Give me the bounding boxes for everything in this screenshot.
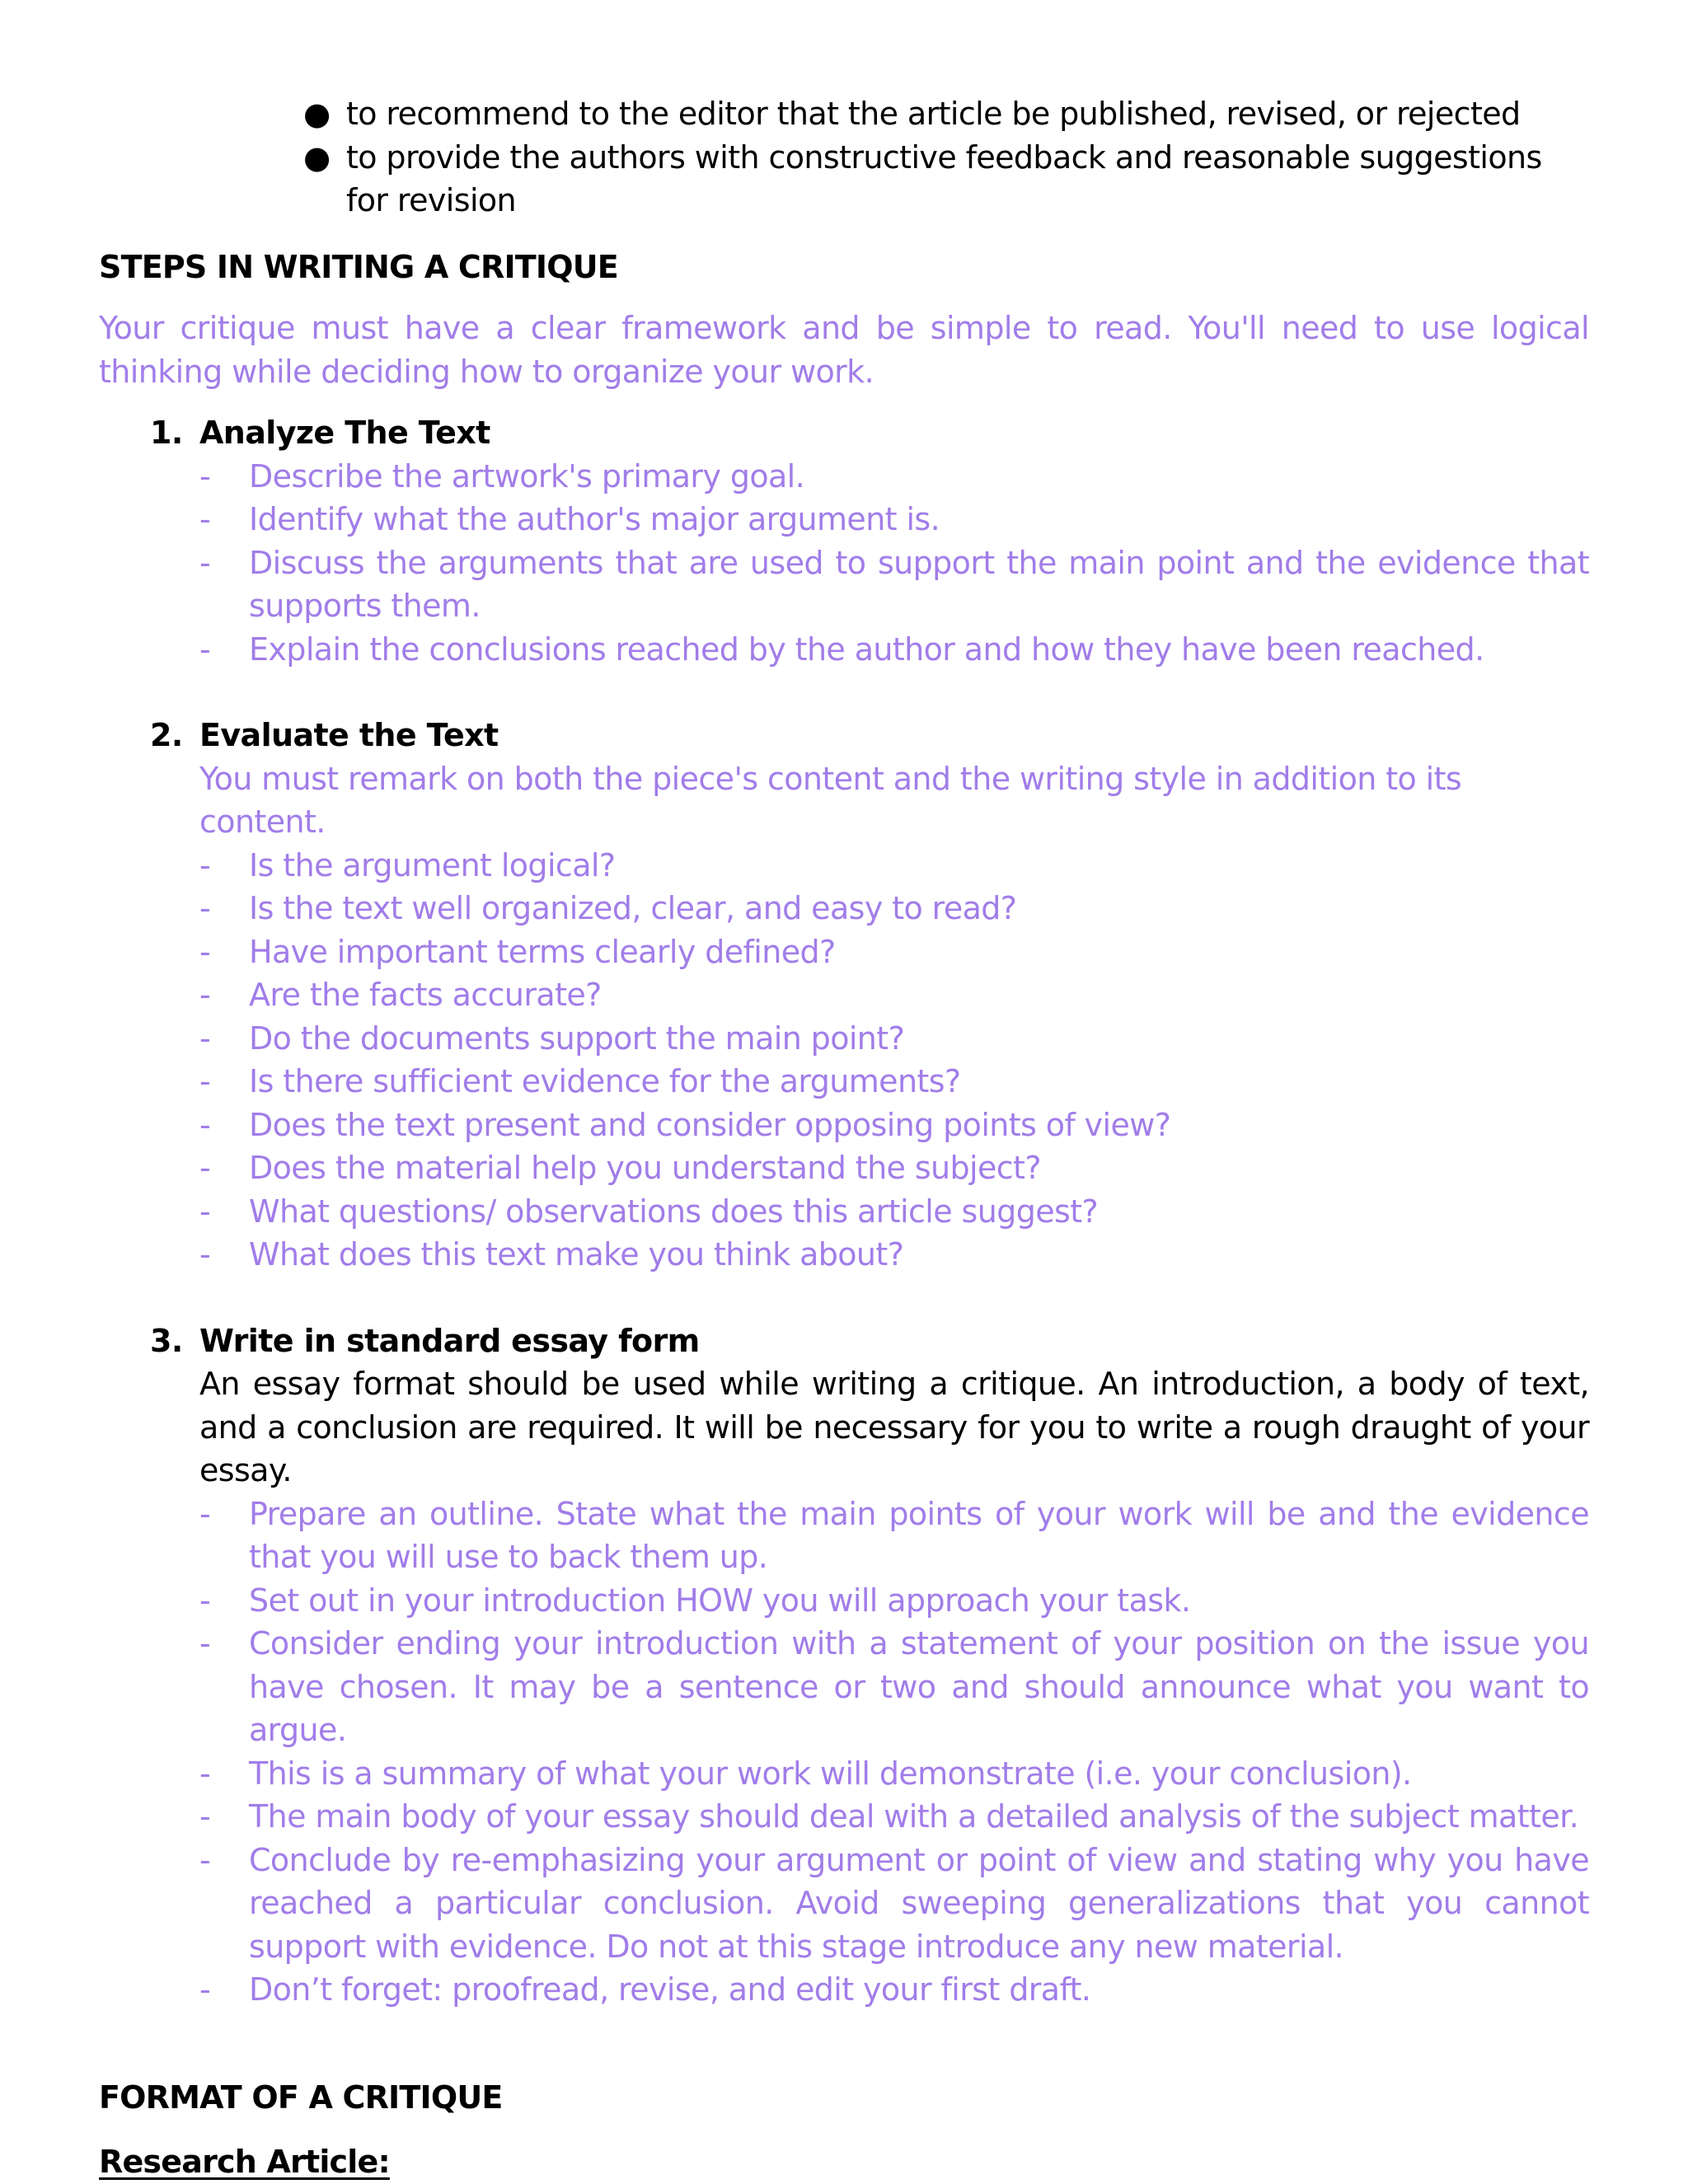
- list-item-text: Does the material help you understand the subject?: [249, 1150, 1041, 1186]
- list-item-text: What does this text make you think about?: [249, 1236, 904, 1272]
- dash-icon: -: [199, 1755, 211, 1792]
- list-item: [303, 92, 1589, 136]
- list-item: [303, 136, 1589, 223]
- step-item-list: [150, 455, 1589, 672]
- list-item-text: Prepare an outline. State what the main points of your work will be and the evidence that you will use to back them up.: [249, 1495, 1589, 1575]
- step-number: 1.: [150, 415, 183, 451]
- list-item: [199, 1579, 1589, 1623]
- dash-icon: -: [199, 457, 211, 494]
- list-item: [199, 455, 1589, 499]
- purpose-bullet-list: [303, 92, 1589, 223]
- list-item: [199, 1060, 1589, 1104]
- step-analyze: [150, 411, 1589, 671]
- list-item: [199, 1493, 1589, 1579]
- list-item: [199, 1795, 1589, 1839]
- list-item: [199, 887, 1589, 930]
- list-item: [199, 1017, 1589, 1061]
- list-item-text: Does the text present and consider opposing points of view?: [249, 1106, 1171, 1143]
- step-description: You must remark on both the piece's content and the writing style in addition to its content.: [199, 760, 1462, 840]
- step-item-list: [150, 844, 1589, 1277]
- bullet-text: to recommend to the editor that the article be published, revised, or rejected: [346, 96, 1521, 132]
- dash-icon: -: [199, 1625, 211, 1661]
- list-item: [199, 1622, 1589, 1752]
- list-item-text: Explain the conclusions reached by the author and how they have been reached.: [249, 630, 1484, 668]
- list-item-text: Don’t forget: proofread, revise, and edit your first draft.: [249, 1971, 1091, 2008]
- list-item: [199, 628, 1589, 672]
- dash-icon: -: [199, 846, 211, 883]
- list-item: [199, 1233, 1589, 1277]
- bullet-icon: ●: [303, 138, 331, 176]
- list-item-text: Is the text well organized, clear, and easy to read?: [249, 890, 1017, 926]
- list-item: [199, 930, 1589, 974]
- step-title: Evaluate the Text: [199, 717, 499, 753]
- dash-icon: -: [199, 1841, 211, 1878]
- list-item-text: Set out in your introduction HOW you will approach your task.: [249, 1582, 1191, 1619]
- step-title: Write in standard essay form: [199, 1322, 700, 1359]
- list-item-text: Consider ending your introduction with a statement of your position on the issue you have chosen. It may be a sentence or two and should announce what you want to argue.: [249, 1625, 1589, 1748]
- list-item-text: Conclude by re-emphasizing your argument or point of view and stating why you have reached a particular conclusion. Avoid sweeping generalizations that you cannot support with evidence. Do not at this stage introduce any new material.: [249, 1841, 1589, 1965]
- dash-icon: -: [199, 501, 211, 537]
- dash-icon: -: [199, 1193, 211, 1230]
- list-item-text: Have important terms clearly defined?: [249, 933, 836, 970]
- list-item: [199, 1839, 1589, 1969]
- dash-icon: -: [199, 1971, 211, 2008]
- list-item: [199, 1968, 1589, 2012]
- steps-heading: STEPS IN WRITING A CRITIQUE: [99, 248, 618, 285]
- list-item-text: Is the argument logical?: [249, 846, 616, 883]
- list-item: [199, 1190, 1589, 1234]
- step-item-list: [150, 1493, 1589, 2012]
- list-item: [199, 498, 1589, 541]
- document-content: [99, 92, 1589, 2184]
- dash-icon: -: [199, 544, 211, 581]
- dash-icon: -: [199, 1582, 211, 1619]
- format-heading: FORMAT OF A CRITIQUE: [99, 2079, 503, 2116]
- research-article-heading: Research Article:: [99, 2144, 390, 2180]
- list-item: [199, 1752, 1589, 1796]
- dash-icon: -: [199, 630, 211, 668]
- step-write: [150, 1319, 1589, 2012]
- step-evaluate: [150, 714, 1589, 1277]
- list-item-text: Are the facts accurate?: [249, 977, 602, 1013]
- dash-icon: -: [199, 1150, 211, 1186]
- list-item-text: Describe the artwork's primary goal.: [249, 457, 805, 494]
- dash-icon: -: [199, 1106, 211, 1143]
- dash-icon: -: [199, 1236, 211, 1272]
- bullet-icon: ●: [303, 96, 331, 132]
- list-item: [199, 844, 1589, 888]
- steps-intro: Your critique must have a clear framework and be simple to read. You'll need to use logical thinking while deciding how to organize your work.: [99, 310, 1589, 390]
- list-item: [199, 973, 1589, 1017]
- dash-icon: -: [199, 1798, 211, 1835]
- step-title: Analyze The Text: [199, 415, 490, 451]
- step-number: 3.: [150, 1322, 183, 1359]
- dash-icon: -: [199, 977, 211, 1013]
- list-item-text: Do the documents support the main point?: [249, 1019, 905, 1057]
- dash-icon: -: [199, 1063, 211, 1099]
- dash-icon: -: [199, 1019, 211, 1057]
- list-item-text: What questions/ observations does this article suggest?: [249, 1193, 1099, 1230]
- dash-icon: -: [199, 1495, 211, 1532]
- step-description: An essay format should be used while writing a critique. An introduction, a body of text, and a conclusion are required. It will be necessary for you to write a rough draught of your essay.: [199, 1366, 1589, 1488]
- list-item-text: Identify what the author's major argument is.: [249, 501, 940, 537]
- list-item-text: This is a summary of what your work will demonstrate (i.e. your conclusion).: [249, 1755, 1412, 1792]
- step-number: 2.: [150, 717, 183, 753]
- list-item-text: The main body of your essay should deal with a detailed analysis of the subject matter.: [249, 1798, 1579, 1835]
- dash-icon: -: [199, 933, 211, 970]
- list-item: [199, 541, 1589, 628]
- list-item-text: Is there sufficient evidence for the arguments?: [249, 1063, 961, 1099]
- list-item-text: Discuss the arguments that are used to support the main point and the evidence that supports them.: [249, 544, 1589, 624]
- list-item: [199, 1146, 1589, 1190]
- list-item: [199, 1104, 1589, 1147]
- bullet-text: to provide the authors with constructive feedback and reasonable suggestions for revision: [346, 138, 1542, 218]
- dash-icon: -: [199, 890, 211, 926]
